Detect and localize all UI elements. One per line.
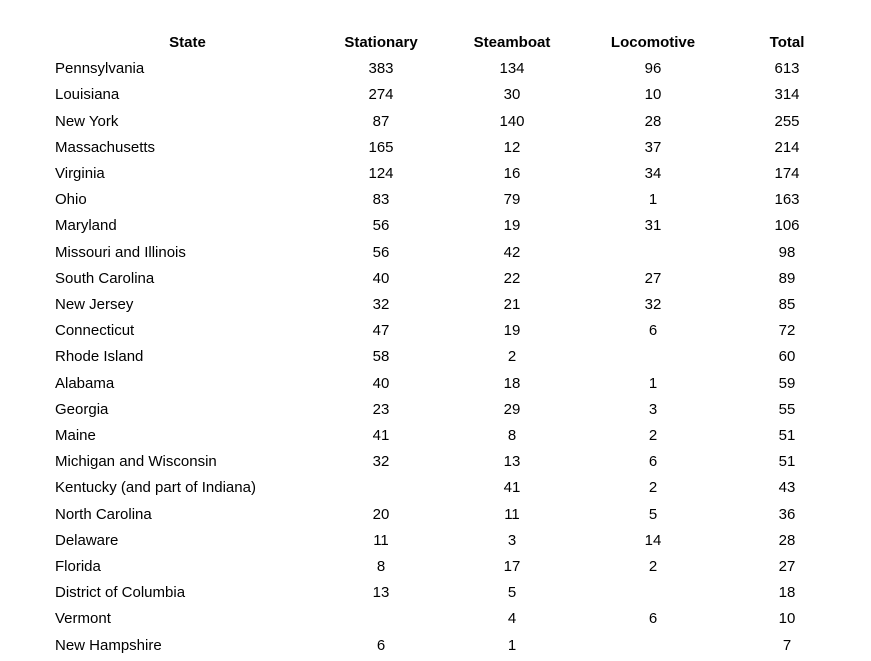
value-cell: 3 xyxy=(507,531,517,549)
table-row xyxy=(55,423,850,449)
value-cell: 79 xyxy=(503,191,521,209)
value-cell: 17 xyxy=(503,558,521,576)
value-cell: 30 xyxy=(503,86,521,104)
value-cell: 87 xyxy=(372,112,390,130)
value-cell: 3 xyxy=(648,400,658,418)
value-cell: 174 xyxy=(774,165,800,183)
value-cell: 41 xyxy=(372,427,390,445)
table-row xyxy=(55,187,850,213)
state-cell: New Hampshire xyxy=(55,636,162,654)
value-cell: 6 xyxy=(648,322,658,340)
state-cell: Pennsylvania xyxy=(55,60,145,78)
value-cell: 4 xyxy=(507,610,517,628)
value-cell: 32 xyxy=(644,296,662,314)
value-cell: 36 xyxy=(778,505,796,523)
value-cell: 163 xyxy=(774,191,800,209)
value-cell: 134 xyxy=(499,60,525,78)
value-cell xyxy=(582,580,724,606)
value-cell: 42 xyxy=(503,243,521,261)
value-cell: 22 xyxy=(503,269,521,287)
value-cell: 28 xyxy=(644,112,662,130)
value-cell: 47 xyxy=(372,322,390,340)
value-cell: 51 xyxy=(778,453,796,471)
header-row xyxy=(55,30,850,56)
value-cell: 7 xyxy=(782,636,792,654)
state-cell: Massachusetts xyxy=(55,138,156,156)
value-cell: 29 xyxy=(503,400,521,418)
state-cell: Florida xyxy=(55,558,101,576)
table-row xyxy=(55,475,850,501)
value-cell: 18 xyxy=(778,584,796,602)
value-cell: 8 xyxy=(507,427,517,445)
value-cell: 140 xyxy=(499,112,525,130)
value-cell: 96 xyxy=(644,60,662,78)
value-cell: 6 xyxy=(648,610,658,628)
value-cell: 27 xyxy=(778,558,796,576)
value-cell: 10 xyxy=(778,610,796,628)
value-cell: 2 xyxy=(507,348,517,366)
value-cell: 41 xyxy=(503,479,521,497)
state-cell: Connecticut xyxy=(55,322,135,340)
column-header-stationary: Stationary xyxy=(344,34,418,51)
value-cell: 2 xyxy=(648,479,658,497)
state-cell: District of Columbia xyxy=(55,584,186,602)
state-cell: Rhode Island xyxy=(55,348,144,366)
table-row xyxy=(55,82,850,108)
table-row xyxy=(55,528,850,554)
value-cell: 31 xyxy=(644,217,662,235)
value-cell: 40 xyxy=(372,374,390,392)
value-cell: 106 xyxy=(774,217,800,235)
value-cell: 83 xyxy=(372,191,390,209)
value-cell: 13 xyxy=(372,584,390,602)
state-cell: Virginia xyxy=(55,165,105,183)
value-cell: 21 xyxy=(503,296,521,314)
state-cell: Maine xyxy=(55,427,96,445)
value-cell: 12 xyxy=(503,138,521,156)
state-cell: Alabama xyxy=(55,374,115,392)
value-cell: 5 xyxy=(507,584,517,602)
table-row xyxy=(55,266,850,292)
column-header-locomotive: Locomotive xyxy=(610,34,696,51)
value-cell: 72 xyxy=(778,322,796,340)
table-row xyxy=(55,109,850,135)
table-row xyxy=(55,397,850,423)
state-cell: Michigan and Wisconsin xyxy=(55,453,217,471)
value-cell: 1 xyxy=(507,636,517,654)
value-cell: 124 xyxy=(368,165,394,183)
value-cell: 165 xyxy=(368,138,394,156)
value-cell: 55 xyxy=(778,400,796,418)
table-row xyxy=(55,56,850,82)
column-header-total: Total xyxy=(769,34,805,51)
value-cell: 28 xyxy=(778,531,796,549)
value-cell: 20 xyxy=(372,505,390,523)
table-row xyxy=(55,606,850,632)
state-cell: Delaware xyxy=(55,531,119,549)
state-cell: Louisiana xyxy=(55,86,120,104)
value-cell: 5 xyxy=(648,505,658,523)
value-cell: 2 xyxy=(648,427,658,445)
value-cell: 19 xyxy=(503,217,521,235)
value-cell: 27 xyxy=(644,269,662,287)
table-row xyxy=(55,449,850,475)
table-row xyxy=(55,344,850,370)
table-body xyxy=(55,56,850,659)
state-cell: North Carolina xyxy=(55,505,152,523)
value-cell: 13 xyxy=(503,453,521,471)
table-row xyxy=(55,318,850,344)
value-cell: 32 xyxy=(372,453,390,471)
value-cell: 59 xyxy=(778,374,796,392)
state-cell: Maryland xyxy=(55,217,117,235)
state-cell: Kentucky (and part of Indiana) xyxy=(55,479,256,497)
value-cell: 43 xyxy=(778,479,796,497)
value-cell: 14 xyxy=(644,531,662,549)
table-row xyxy=(55,371,850,397)
table-row xyxy=(55,240,850,266)
value-cell: 89 xyxy=(778,269,796,287)
value-cell: 16 xyxy=(503,165,521,183)
state-cell: New York xyxy=(55,112,119,130)
value-cell xyxy=(582,240,724,266)
value-cell: 1 xyxy=(648,191,658,209)
document-page xyxy=(55,30,850,659)
value-cell: 1 xyxy=(648,374,658,392)
value-cell: 60 xyxy=(778,348,796,366)
table-row xyxy=(55,292,850,318)
value-cell: 274 xyxy=(368,86,394,104)
value-cell: 314 xyxy=(774,86,800,104)
value-cell: 11 xyxy=(504,505,520,523)
state-cell: Georgia xyxy=(55,400,109,418)
value-cell: 383 xyxy=(368,60,394,78)
value-cell: 8 xyxy=(376,558,386,576)
value-cell xyxy=(320,606,442,632)
state-cell: Missouri and Illinois xyxy=(55,243,186,261)
value-cell: 613 xyxy=(774,60,800,78)
column-header-state: State xyxy=(169,34,206,51)
value-cell: 56 xyxy=(372,243,390,261)
value-cell: 255 xyxy=(774,112,800,130)
value-cell: 23 xyxy=(372,400,390,418)
value-cell: 40 xyxy=(372,269,390,287)
value-cell: 34 xyxy=(644,165,662,183)
table-row xyxy=(55,213,850,239)
state-cell: Ohio xyxy=(55,191,87,209)
table-row xyxy=(55,580,850,606)
value-cell xyxy=(582,633,724,659)
state-cell: Vermont xyxy=(55,610,111,628)
column-header-steamboat: Steamboat xyxy=(473,34,551,51)
value-cell: 11 xyxy=(373,531,389,549)
value-cell xyxy=(320,475,442,501)
table-row xyxy=(55,135,850,161)
value-cell: 51 xyxy=(778,427,796,445)
value-cell: 6 xyxy=(376,636,386,654)
value-cell: 214 xyxy=(774,138,800,156)
value-cell: 19 xyxy=(503,322,521,340)
state-cell: New Jersey xyxy=(55,296,134,314)
table-row xyxy=(55,502,850,528)
value-cell: 32 xyxy=(372,296,390,314)
value-cell: 98 xyxy=(778,243,796,261)
state-cell: South Carolina xyxy=(55,269,155,287)
value-cell: 6 xyxy=(648,453,658,471)
steam-engines-by-state-table xyxy=(55,30,850,659)
table-row xyxy=(55,161,850,187)
table-row xyxy=(55,554,850,580)
value-cell: 56 xyxy=(372,217,390,235)
value-cell: 85 xyxy=(778,296,796,314)
value-cell: 10 xyxy=(644,86,662,104)
value-cell: 58 xyxy=(372,348,390,366)
value-cell: 37 xyxy=(644,138,662,156)
table-row xyxy=(55,633,850,659)
value-cell: 18 xyxy=(503,374,521,392)
value-cell xyxy=(582,344,724,370)
value-cell: 2 xyxy=(648,558,658,576)
